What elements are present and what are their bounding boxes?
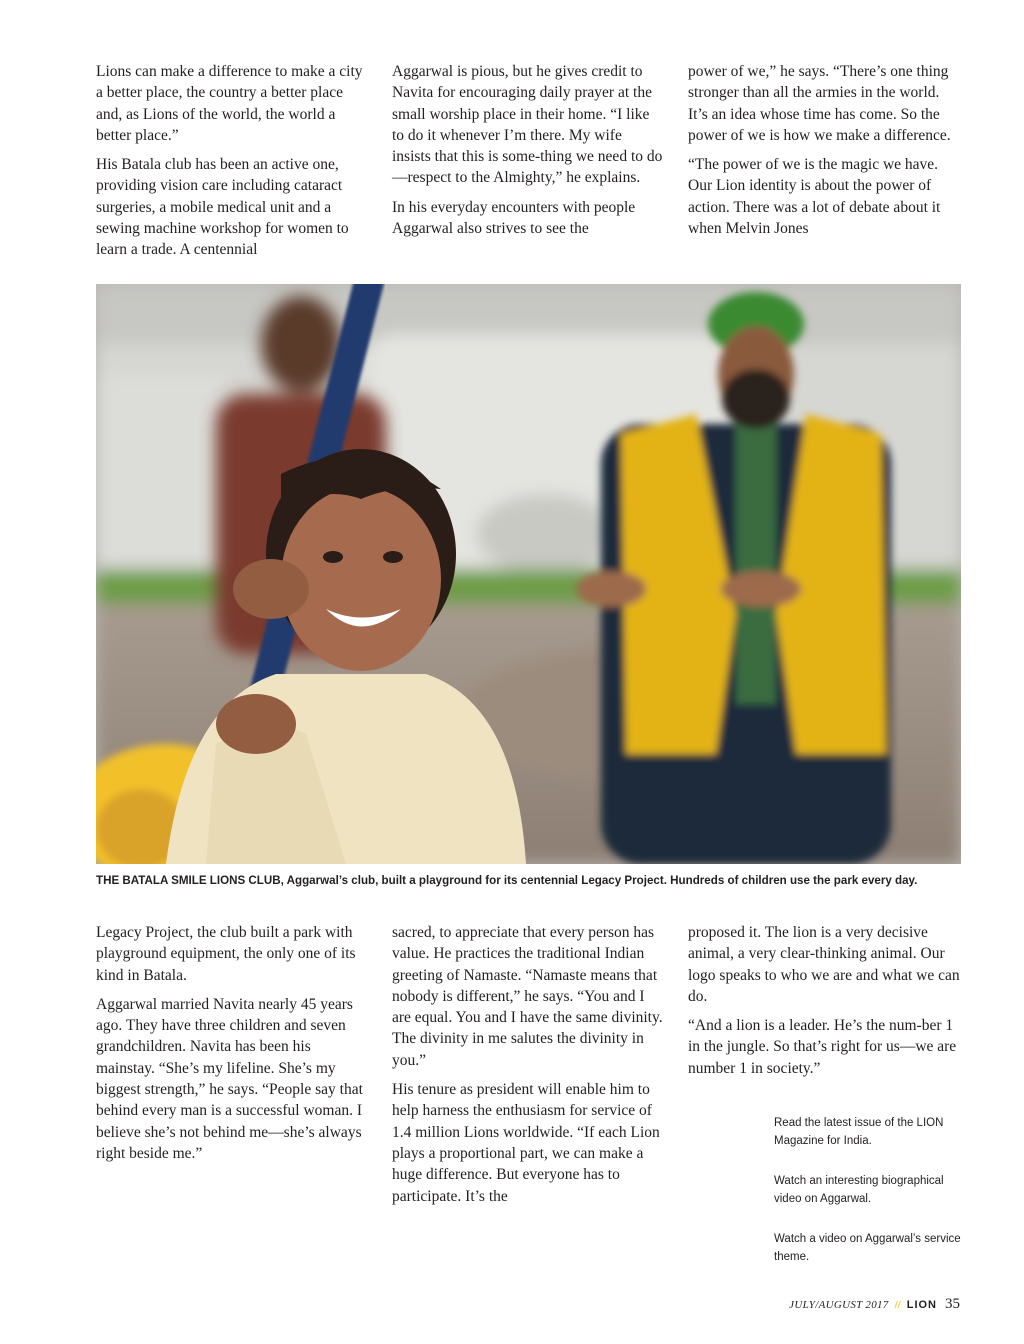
sidebar-links [774,1115,964,1289]
paragraph: “The power of we is the magic we have. Our Lion identity is about the power of action. There was a lot of debate about it when Melvin Jones [688,156,941,238]
link-service-theme-video[interactable]: Watch a video on Aggarwal’s service theme. [774,1233,961,1263]
article-column-5 [392,922,664,1207]
paragraph: Aggarwal married Navita nearly 45 years ago. They have three children and seven grandchildren. Navita has been his mainstay. “She’s my lifeline. She’s my biggest strength,” he says. “People say that behind every man is a successful woman. I believe she’s not behind me—she’s always right beside me.” [96,995,363,1162]
article-column-4 [96,922,368,1164]
link-latest-issue[interactable]: Read the latest issue of the LION Magazine for India. [774,1117,944,1147]
issue-date: JULY/AUGUST 2017 [789,1299,889,1311]
paragraph: Aggarwal is pious, but he gives credit to Navita for encouraging daily prayer at the small worship place in their home. “I like to do it whenever I’m there. My wife insists that this is some-thing we need to do—respect to the Almighty,” he explains. [392,63,663,187]
paragraph: proposed it. The lion is a very decisive animal, a very clear-thinking animal. Our logo speaks to who we are and what we can do. [688,924,960,1005]
paragraph: In his everyday encounters with people Aggarwal also strives to see the [392,198,636,238]
photo-illustration [96,284,961,864]
footer-separator: // [894,1299,901,1311]
photo-caption: THE BATALA SMILE LIONS CLUB, Aggarwal’s club, built a playground for its centennial Legacy Project. Hundreds of children use the park every day. [96,874,918,887]
article-column-3 [688,61,960,239]
paragraph: Lions can make a difference to make a city a better place, the country a better place and, as Lions of the world, the world a better place.” [96,63,363,144]
feature-photo [96,284,961,864]
link-biographical-video[interactable]: Watch an interesting biographical video on Aggarwal. [774,1175,944,1205]
paragraph: power of we,” he says. “There’s one thing stronger than all the armies in the world. It’s an idea whose time has come. So the power of we is how we make a difference. [688,63,951,144]
paragraph: Legacy Project, the club built a park with playground equipment, the only one of its kind in Batala. [96,924,356,984]
article-column-6 [688,922,960,1079]
page-footer [789,1296,960,1313]
paragraph: His tenure as president will enable him to help harness the enthusiasm for service of 1.4 million Lions worldwide. “If each Lion plays a proportional part, we can make a huge difference. But everyone has to participate. It’s the [392,1081,660,1205]
magazine-name: LION [906,1299,937,1311]
paragraph: sacred, to appreciate that every person has value. He practices the traditional Indian greeting of Namaste. “Namaste means that nobody is different,” he says. “You and I are equal. You and I have the same divinity. The divinity in me salutes the divinity in you.” [392,924,663,1069]
paragraph: “And a lion is a leader. He’s the num-ber 1 in the jungle. So that’s right for us—we are number 1 in society.” [688,1017,957,1077]
paragraph: His Batala club has been an active one, providing vision care including cataract surgeries, a mobile medical unit and a sewing machine workshop for women to learn a trade. A centennial [96,156,349,259]
article-column-2 [392,61,664,239]
article-column-1 [96,61,368,261]
page-number: 35 [945,1296,960,1312]
